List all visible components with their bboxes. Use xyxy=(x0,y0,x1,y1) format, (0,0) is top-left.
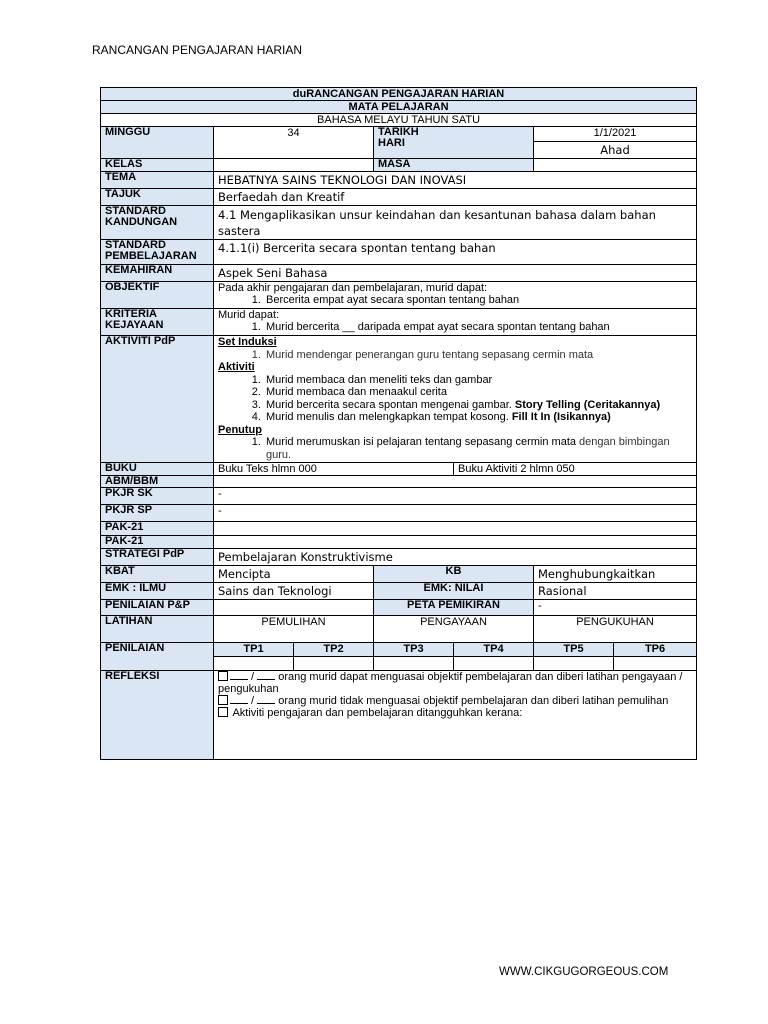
tema-label: TEMA xyxy=(101,172,214,189)
pak21-value-b xyxy=(214,536,697,549)
list-item: 1. Murid bercerita __ daripada empat ayat secara spontan tentang bahan xyxy=(264,321,692,333)
penilaian-label: PENILAIAN xyxy=(101,643,214,671)
blank[interactable] xyxy=(230,703,248,704)
tp3-cell[interactable] xyxy=(374,657,454,671)
doc-title: duRANCANGAN PENGAJARAN HARIAN xyxy=(101,88,697,101)
penilaian-pp-label: PENILAIAN P&P xyxy=(101,600,214,616)
tp6-header: TP6 xyxy=(614,643,697,657)
checkbox[interactable] xyxy=(218,671,228,681)
sp-label xyxy=(101,240,214,265)
slash: / xyxy=(248,695,258,707)
list-item xyxy=(264,436,692,461)
pak21-label-b: PAK-21 xyxy=(101,536,214,549)
minggu-label: MINGGU xyxy=(101,127,214,159)
peta-pemikiran-label: PETA PEMIKIRAN xyxy=(374,600,534,616)
sp-label-1: STANDARD xyxy=(105,239,166,251)
list-item: 2. Murid membaca dan menaakul cerita xyxy=(264,386,692,399)
abm-value xyxy=(214,476,697,488)
kbat-label: KBAT xyxy=(101,566,214,583)
refleksi-text-2: orang murid tidak menguasai objektif pembelajaran dan diberi latihan pemulihan xyxy=(275,695,669,707)
pak21-label-a: PAK-21 xyxy=(101,522,214,536)
objektif-list xyxy=(218,294,692,306)
tarikh-label: TARIKH xyxy=(378,126,419,138)
tp4-cell[interactable] xyxy=(454,657,534,671)
checkbox[interactable] xyxy=(218,707,228,717)
penilaian-pp-value xyxy=(214,600,374,616)
minggu-value: 34 xyxy=(214,127,374,159)
kriteria-label-2: KEJAYAAN xyxy=(105,319,164,331)
blank[interactable] xyxy=(257,679,275,680)
tajuk-value: Berfaedah dan Kreatif xyxy=(214,189,697,206)
kriteria-list xyxy=(218,321,692,333)
tp2-cell[interactable] xyxy=(294,657,374,671)
set-induksi-heading: Set Induksi xyxy=(218,336,277,348)
objektif-value xyxy=(214,282,697,309)
refleksi-label: REFLEKSI xyxy=(101,671,214,760)
list-item: 1. Murid mendengar penerangan guru tentang sepasang cermin mata xyxy=(264,349,692,362)
list-item xyxy=(264,399,692,412)
kriteria-label xyxy=(101,309,214,336)
tp4-header: TP4 xyxy=(454,643,534,657)
refleksi-value xyxy=(214,671,697,760)
refleksi-line-2 xyxy=(218,695,692,707)
pak21-value-a xyxy=(214,522,697,536)
kemahiran-label: KEMAHIRAN xyxy=(101,265,214,282)
penutup-list xyxy=(218,436,692,461)
pkjr-sp-value: - xyxy=(214,505,697,522)
buku-label: BUKU xyxy=(101,463,214,476)
sk-value: 4.1 Mengaplikasikan unsur keindahan dan kesantunan bahasa dalam bahan sastera xyxy=(214,206,697,240)
tarikh-hari-label xyxy=(374,127,534,159)
latihan-pengayaan: PENGAYAAN xyxy=(374,616,534,643)
kb-value: Menghubungkaitkan xyxy=(534,566,697,583)
page-header: RANCANGAN PENGAJARAN HARIAN xyxy=(92,43,303,57)
emk-nilai-label: EMK: NILAI xyxy=(374,583,534,600)
pkjr-sp-label: PKJR SP xyxy=(101,505,214,522)
blank[interactable] xyxy=(230,679,248,680)
kriteria-label-1: KRITERIA xyxy=(105,308,157,320)
list-item: 1. Murid membaca dan meneliti teks dan gambar xyxy=(264,374,692,387)
hari-value: Ahad xyxy=(534,142,697,159)
peta-pemikiran-value: - xyxy=(534,600,697,616)
kbat-value: Mencipta xyxy=(214,566,374,583)
tema-value: HEBATNYA SAINS TEKNOLOGI DAN INOVASI xyxy=(214,172,697,189)
refleksi-text-3: Aktiviti pengajaran dan pembelajaran ditangguhkan kerana: xyxy=(230,707,523,719)
objektif-intro: Pada akhir pengajaran dan pembelajaran, murid dapat: xyxy=(218,282,488,294)
penutup-text: Murid merumuskan isi pelajaran tentang sepasang cermin mata xyxy=(266,436,580,448)
list-item xyxy=(264,411,692,424)
checkbox[interactable] xyxy=(218,695,228,705)
sk-label-2: KANDUNGAN xyxy=(105,216,178,228)
pkjr-sk-value: - xyxy=(214,488,697,505)
aktiviti-4-text: Murid menulis dan melengkapkan tempat kosong. xyxy=(266,411,512,423)
aktiviti-heading: Aktiviti xyxy=(218,361,255,373)
abm-label: ABM/BBM xyxy=(101,476,214,488)
buku-aktiviti: Buku Aktiviti 2 hlmn 050 xyxy=(454,463,697,476)
aktiviti-4-bold: Fill It In (Isikannya) xyxy=(511,411,611,423)
kb-label: KB xyxy=(374,566,534,583)
page-footer: WWW.CIKGUGORGEOUS.COM xyxy=(499,966,669,978)
tp6-cell[interactable] xyxy=(614,657,697,671)
penutup-gray-text: dengan bimbingan guru. xyxy=(266,436,670,461)
kelas-value xyxy=(214,159,374,172)
aktiviti-value xyxy=(214,336,697,463)
penutup-heading: Penutup xyxy=(218,423,262,436)
tajuk-label: TAJUK xyxy=(101,189,214,206)
induksi-list xyxy=(218,349,692,362)
tarikh-value: 1/1/2021 xyxy=(534,127,697,142)
latihan-pemulihan: PEMULIHAN xyxy=(214,616,374,643)
slash: / xyxy=(248,671,258,683)
masa-value xyxy=(534,159,697,172)
lesson-plan-table xyxy=(100,87,697,760)
objektif-label: OBJEKTIF xyxy=(101,282,214,309)
emk-ilmu-value: Sains dan Teknologi xyxy=(214,583,374,600)
subject-value: BAHASA MELAYU TAHUN SATU xyxy=(101,114,697,127)
subject-label: MATA PELAJARAN xyxy=(101,101,697,114)
kelas-label: KELAS xyxy=(101,159,214,172)
aktiviti-list xyxy=(218,374,692,424)
tp2-header: TP2 xyxy=(294,643,374,657)
emk-nilai-value: Rasional xyxy=(534,583,697,600)
refleksi-line-3 xyxy=(218,707,692,719)
buku-teks: Buku Teks hlmn 000 xyxy=(214,463,454,476)
strategi-value: Pembelajaran Konstruktivisme xyxy=(214,549,697,566)
refleksi-text-1: orang murid dapat menguasai objektif pembelajaran dan diberi latihan pengayaan / pengukuhan xyxy=(218,671,683,695)
tp5-header: TP5 xyxy=(534,643,614,657)
aktiviti-3-text: Murid bercerita secara spontan mengenai gambar. xyxy=(266,398,515,411)
emk-ilmu-label: EMK : ILMU xyxy=(101,583,214,600)
sk-label xyxy=(101,206,214,240)
sp-value: 4.1.1(i) Bercerita secara spontan tentang bahan xyxy=(214,240,697,265)
latihan-label: LATIHAN xyxy=(101,616,214,643)
strategi-label: STRATEGI PdP xyxy=(101,549,214,566)
aktiviti-3-bold: Story Telling (Ceritakannya) xyxy=(514,398,661,411)
tp3-header: TP3 xyxy=(374,643,454,657)
masa-label: MASA xyxy=(374,159,534,172)
sk-label-1: STANDARD xyxy=(105,205,166,217)
aktiviti-label: AKTIVITI PdP xyxy=(101,336,214,463)
kriteria-intro: Murid dapat: xyxy=(218,309,280,321)
list-item: 1. Bercerita empat ayat secara spontan tentang bahan xyxy=(264,294,692,306)
sp-label-2: PEMBELAJARAN xyxy=(105,250,197,262)
tp1-cell[interactable] xyxy=(214,657,294,671)
kemahiran-value: Aspek Seni Bahasa xyxy=(214,265,697,282)
tp5-cell[interactable] xyxy=(534,657,614,671)
hari-label: HARI xyxy=(378,137,405,149)
pkjr-sk-label: PKJR SK xyxy=(101,488,214,505)
tp1-header: TP1 xyxy=(214,643,294,657)
blank[interactable] xyxy=(257,703,275,704)
kriteria-value xyxy=(214,309,697,336)
latihan-pengukuhan: PENGUKUHAN xyxy=(534,616,697,643)
refleksi-line-1 xyxy=(218,671,692,695)
